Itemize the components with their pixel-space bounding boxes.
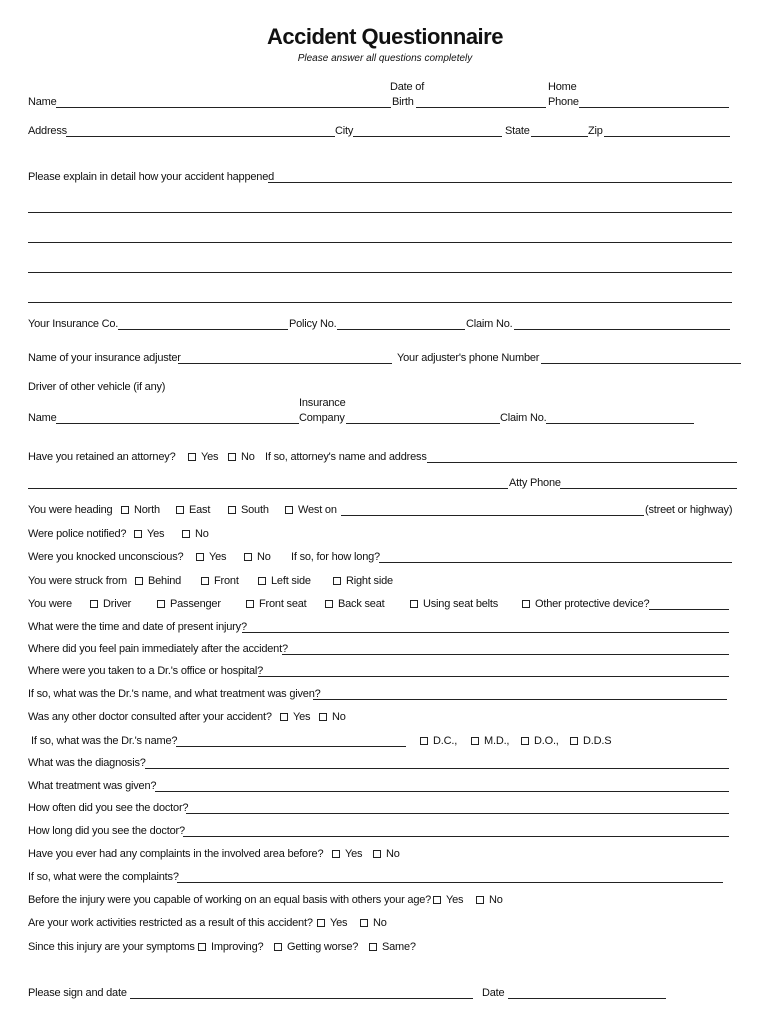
checkbox-icon[interactable] (317, 919, 325, 927)
other-ins-label-top: Insurance (299, 397, 346, 409)
checkbox-icon[interactable] (471, 737, 479, 745)
restricted-no[interactable]: No (360, 917, 387, 930)
heading-west[interactable]: West on (285, 504, 337, 517)
form-title: Accident Questionnaire (267, 24, 503, 49)
unconscious-followup: If so, for how long? (291, 551, 380, 563)
other-driver-heading: Driver of other vehicle (if any) (28, 381, 166, 393)
checkbox-icon[interactable] (476, 896, 484, 904)
checkbox-icon[interactable] (135, 577, 143, 585)
checkbox-icon[interactable] (420, 737, 428, 745)
symptoms-worse[interactable]: Getting worse? (274, 941, 358, 954)
police-no[interactable]: No (182, 528, 209, 541)
explain-line-4[interactable] (28, 272, 732, 273)
unconscious-duration-field[interactable] (379, 562, 732, 563)
struck-left-side[interactable]: Left side (258, 575, 311, 588)
other-doctor-yes[interactable]: Yes (280, 711, 310, 724)
struck-right-side[interactable]: Right side (333, 575, 393, 588)
sign-label: Please sign and date (28, 987, 127, 999)
dob-field[interactable] (416, 107, 546, 108)
how-long-field[interactable] (183, 836, 729, 837)
struck-behind[interactable]: Behind (135, 575, 181, 588)
checkbox-icon[interactable] (176, 506, 184, 514)
other-doctor-no[interactable]: No (319, 711, 346, 724)
position-back-seat[interactable]: Back seat (325, 598, 385, 611)
pain-question: Where did you feel pain immediately after the accident? (28, 643, 288, 655)
other-driver-name-field[interactable] (56, 423, 299, 424)
address-label: Address (28, 125, 67, 137)
explain-line-2[interactable] (28, 212, 732, 213)
position-passenger[interactable]: Passenger (157, 598, 221, 611)
adjuster-field[interactable] (178, 363, 392, 364)
checkbox-icon[interactable] (134, 530, 142, 538)
struck-label: You were struck from (28, 575, 127, 587)
capable-work-no[interactable]: No (476, 894, 503, 907)
dr-type-dds[interactable]: D.D.S (570, 735, 611, 748)
date-field[interactable] (508, 998, 666, 999)
checkbox-icon[interactable] (274, 943, 282, 951)
checkbox-icon[interactable] (522, 600, 530, 608)
home-phone-label-top: Home (548, 81, 577, 93)
explain-line-5[interactable] (28, 302, 732, 303)
zip-label: Zip (588, 125, 603, 137)
capable-work-yes[interactable]: Yes (433, 894, 463, 907)
checkbox-icon[interactable] (280, 713, 288, 721)
adjuster-label: Name of your insurance adjuster (28, 352, 181, 364)
checkbox-icon[interactable] (90, 600, 98, 608)
heading-label: You were heading (28, 504, 113, 516)
checkbox-icon[interactable] (285, 506, 293, 514)
policy-field[interactable] (337, 329, 465, 330)
signature-field[interactable] (130, 998, 473, 999)
dr-name-field[interactable] (176, 746, 406, 747)
position-label: You were (28, 598, 72, 610)
other-device-field[interactable] (649, 609, 729, 610)
insurance-company-label: Your Insurance Co. (28, 318, 119, 330)
diagnosis-question: What was the diagnosis? (28, 757, 146, 769)
other-doctor-question: Was any other doctor consulted after your accident? (28, 711, 272, 723)
how-often-question: How often did you see the doctor? (28, 802, 189, 814)
home-phone-label: Phone (548, 96, 579, 108)
dob-label-top: Date of (390, 81, 425, 93)
heading-east[interactable]: East (176, 504, 210, 517)
prior-complaints-yes[interactable]: Yes (332, 848, 362, 861)
state-field[interactable] (531, 136, 588, 137)
how-often-field[interactable] (186, 813, 729, 814)
adjuster-phone-field[interactable] (541, 363, 741, 364)
checkbox-icon[interactable] (521, 737, 529, 745)
attorney-address-field[interactable] (427, 462, 737, 463)
checkbox-icon[interactable] (228, 506, 236, 514)
struck-front[interactable]: Front (201, 575, 239, 588)
dr-type-do[interactable]: D.O., (521, 735, 559, 748)
claim-field[interactable] (514, 329, 730, 330)
taken-to-field[interactable] (258, 676, 729, 677)
dr-treatment-question: If so, what was the Dr.'s name, and what treatment was given? (28, 688, 321, 700)
restricted-question: Are your work activities restricted as a result of this accident? (28, 917, 313, 929)
treatment-field[interactable] (155, 791, 729, 792)
unconscious-no[interactable]: No (244, 551, 271, 564)
dr-name-question: If so, what was the Dr.'s name? (31, 735, 178, 747)
checkbox-icon[interactable] (258, 577, 266, 585)
state-label: State (505, 125, 530, 137)
police-question: Were police notified? (28, 528, 127, 540)
checkbox-icon[interactable] (244, 553, 252, 561)
zip-field[interactable] (604, 136, 730, 137)
atty-phone-label: Atty Phone (509, 477, 561, 489)
symptoms-question: Since this injury are your symptoms (28, 941, 195, 953)
other-claim-field[interactable] (546, 423, 694, 424)
other-driver-name-label: Name (28, 412, 57, 424)
policy-label: Policy No. (289, 318, 337, 330)
address-field[interactable] (66, 136, 335, 137)
checkbox-icon[interactable] (246, 600, 254, 608)
diagnosis-field[interactable] (145, 768, 729, 769)
attorney-followup: If so, attorney's name and address (265, 451, 427, 463)
capable-work-question: Before the injury were you capable of working on an equal basis with others your age? (28, 894, 432, 906)
form-subtitle: Please answer all questions completely (297, 53, 473, 64)
taken-to-question: Where were you taken to a Dr.'s office or hospital? (28, 665, 264, 677)
checkbox-icon[interactable] (319, 713, 327, 721)
restricted-yes[interactable]: Yes (317, 917, 347, 930)
symptoms-improving[interactable]: Improving? (198, 941, 263, 954)
attorney-yes[interactable]: Yes (188, 451, 218, 464)
checkbox-icon[interactable] (157, 600, 165, 608)
street-highway-label: (street or highway) (645, 504, 733, 516)
unconscious-yes[interactable]: Yes (196, 551, 226, 564)
explain-line-3[interactable] (28, 242, 732, 243)
checkbox-icon[interactable] (373, 850, 381, 858)
checkbox-icon[interactable] (188, 453, 196, 461)
time-date-question: What were the time and date of present injury? (28, 621, 247, 633)
name-label: Name (28, 96, 57, 108)
prior-complaints-question: Have you ever had any complaints in the involved area before? (28, 848, 324, 860)
city-field[interactable] (353, 136, 502, 137)
other-ins-company-label: Company (299, 412, 345, 424)
prior-complaints-no[interactable]: No (373, 848, 400, 861)
home-phone-field[interactable] (579, 107, 729, 108)
dob-label: Birth (392, 96, 414, 108)
other-claim-label: Claim No. (500, 412, 547, 424)
explain-line-1[interactable] (268, 182, 732, 183)
dr-type-md[interactable]: M.D., (471, 735, 509, 748)
checkbox-icon[interactable] (196, 553, 204, 561)
insurance-company-field[interactable] (118, 329, 288, 330)
checkbox-icon[interactable] (332, 850, 340, 858)
position-other-device[interactable]: Other protective device? (522, 598, 649, 611)
checkbox-icon[interactable] (182, 530, 190, 538)
checkbox-icon[interactable] (228, 453, 236, 461)
atty-phone-field[interactable] (560, 488, 737, 489)
dr-treatment-field[interactable] (313, 699, 727, 700)
other-ins-company-field[interactable] (346, 423, 500, 424)
heading-north[interactable]: North (121, 504, 160, 517)
explain-label: Please explain in detail how your accident happened (28, 171, 275, 183)
position-driver[interactable]: Driver (90, 598, 131, 611)
claim-label: Claim No. (466, 318, 513, 330)
checkbox-icon[interactable] (360, 919, 368, 927)
checkbox-icon[interactable] (333, 577, 341, 585)
position-front-seat[interactable]: Front seat (246, 598, 307, 611)
dr-type-dc[interactable]: D.C., (420, 735, 457, 748)
police-yes[interactable]: Yes (134, 528, 164, 541)
attorney-question: Have you retained an attorney? (28, 451, 176, 463)
checkbox-icon[interactable] (325, 600, 333, 608)
pain-field[interactable] (282, 654, 729, 655)
time-date-field[interactable] (242, 632, 729, 633)
unconscious-question: Were you knocked unconscious? (28, 551, 184, 563)
checkbox-icon[interactable] (433, 896, 441, 904)
checkbox-icon[interactable] (369, 943, 377, 951)
heading-south[interactable]: South (228, 504, 269, 517)
symptoms-same[interactable]: Same? (369, 941, 416, 954)
checkbox-icon[interactable] (201, 577, 209, 585)
date-label: Date (482, 987, 505, 999)
west-street-field[interactable] (341, 515, 644, 516)
adjuster-phone-label: Your adjuster's phone Number (397, 352, 540, 364)
treatment-question: What treatment was given? (28, 780, 157, 792)
city-label: City (335, 125, 354, 137)
checkbox-icon[interactable] (570, 737, 578, 745)
what-complaints-field[interactable] (177, 882, 723, 883)
attorney-no[interactable]: No (228, 451, 255, 464)
name-field[interactable] (56, 107, 391, 108)
checkbox-icon[interactable] (198, 943, 206, 951)
attorney-address-line-2[interactable] (28, 488, 508, 489)
position-seat-belts[interactable]: Using seat belts (410, 598, 498, 611)
checkbox-icon[interactable] (121, 506, 129, 514)
checkbox-icon[interactable] (410, 600, 418, 608)
what-complaints-question: If so, what were the complaints? (28, 871, 179, 883)
how-long-question: How long did you see the doctor? (28, 825, 185, 837)
